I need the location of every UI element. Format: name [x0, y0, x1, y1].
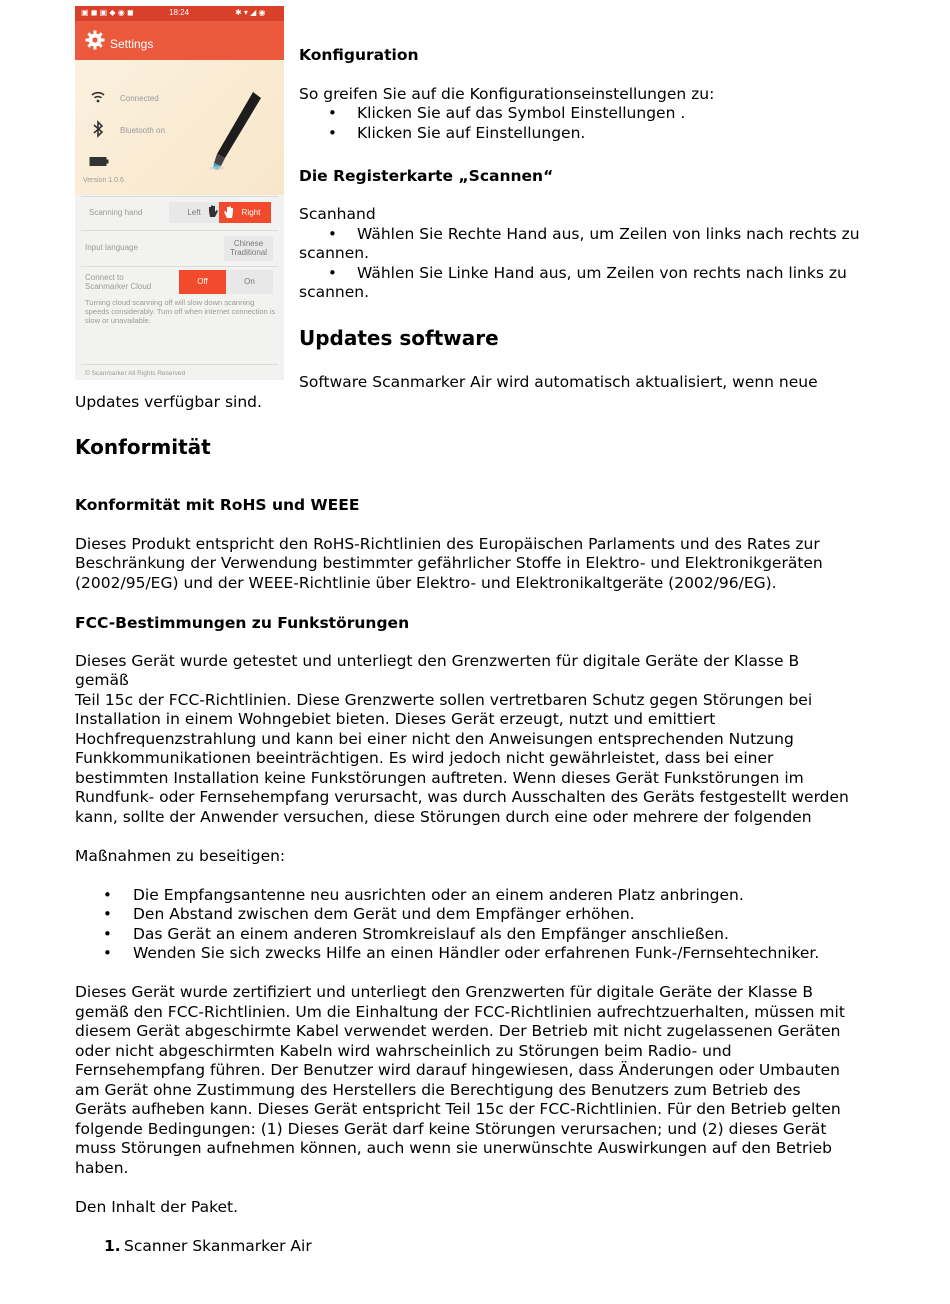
- fcc-line: Installation in einem Wohngebiet bieten. Dieses Gerät erzeugt, nutzt und emittiert: [75, 710, 716, 728]
- bullet: •: [103, 886, 112, 904]
- konfiguration-intro: So greifen Sie auf die Konfigurationseinstellungen zu:: [299, 85, 715, 103]
- fcc-line: Dieses Gerät wurde getestet und unterliegt den Grenzwerten für digitale Geräte der Klasse B: [75, 652, 800, 670]
- cert-line: muss Störungen aufnehmen können, auch wenn sie unerwünschte Auswirkungen auf den Betrieb: [75, 1139, 832, 1157]
- fcc-line: Rundfunk- oder Fernsehempfang verursacht, was durch Ausschalten des Geräts festgestellt werden: [75, 788, 849, 806]
- scanhand-right-line2: scannen.: [299, 244, 370, 262]
- rohs-line: (2002/95/EG) und der WEEE-Richtlinie über Elektro- und Elektronikaltgeräte (2002/96/EG).: [75, 574, 777, 592]
- package-item-number: 1.: [104, 1237, 121, 1255]
- cloud-on-button[interactable]: On: [226, 270, 273, 294]
- scanhand-right-line1: Wählen Sie Rechte Hand aus, um Zeilen von links nach rechts zu: [357, 225, 860, 243]
- measure-item: Den Abstand zwischen dem Gerät und dem Empfänger erhöhen.: [133, 905, 635, 923]
- scanner-pen-image: [203, 88, 271, 174]
- cert-line: haben.: [75, 1159, 129, 1177]
- right-hand-button[interactable]: [219, 202, 271, 223]
- measure-item: Das Gerät an einem anderen Stromkreislauf als den Empfänger anschließen.: [133, 925, 729, 943]
- measure-item: Wenden Sie sich zwecks Hilfe an einen Händler oder erfahrenen Funk-/Fernsehtechniker.: [133, 944, 820, 962]
- fcc-line: Teil 15c der FCC-Richtlinien. Diese Grenzwerte sollen vertretbaren Schutz gegen Störungen bei: [75, 691, 813, 709]
- device-status-panel: [75, 60, 284, 195]
- konformitaet-heading: Konformität: [75, 435, 211, 459]
- input-language-label: Input language: [85, 243, 138, 252]
- cert-line: oder nicht abgeschirmten Kabeln wird wahrscheinlich zu Störungen beim Radio- und: [75, 1042, 732, 1060]
- wifi-icon: [91, 91, 105, 103]
- scanhand-label: Scanhand: [299, 205, 376, 223]
- cert-line: folgende Bedingungen: (1) Dieses Gerät darf keine Störungen verursachen; und (2) dieses Gerät: [75, 1120, 827, 1138]
- measures-intro: Maßnahmen zu beseitigen:: [75, 847, 286, 865]
- gear-icon[interactable]: [85, 30, 105, 50]
- bullet: •: [103, 944, 112, 962]
- fcc-line: bestimmten Installation keine Funkstörungen auftreten. Wenn dieses Gerät Funkstörungen im: [75, 769, 804, 787]
- cert-line: diesem Gerät abgeschirmte Kabel verwendet werden. Der Betrieb mit nicht zugelassenen Geräten: [75, 1022, 841, 1040]
- bluetooth-status: Bluetooth on: [120, 126, 165, 135]
- app-version: Version 1.0.6: [83, 177, 124, 184]
- divider: [81, 364, 278, 365]
- left-hand-button[interactable]: Left: [169, 202, 219, 223]
- fcc-line: gemäß: [75, 671, 129, 689]
- cloud-off-button[interactable]: Off: [179, 270, 226, 294]
- cert-line: Fernsehempfang führen. Der Benutzer wird darauf hingewiesen, dass Änderungen oder Umbauten: [75, 1061, 840, 1079]
- signal-battery-icons: ✱ ▾ ◢ ◉: [235, 8, 266, 17]
- scannen-heading: Die Registerkarte „Scannen“: [299, 167, 554, 185]
- measure-item: Die Empfangsantenne neu ausrichten oder an einem anderen Platz anbringen.: [133, 886, 744, 904]
- connected-status: Connected: [120, 94, 159, 103]
- right-hand-label: Right: [241, 208, 261, 217]
- scanhand-left-line1: Wählen Sie Linke Hand aus, um Zeilen von rechts nach links zu: [357, 264, 847, 282]
- bullet: •: [328, 264, 337, 282]
- cert-line: gemäß den FCC-Richtlinien. Um die Einhaltung der FCC-Richtlinien aufrechtzuerhalten, müssen mit: [75, 1003, 845, 1021]
- bullet: •: [328, 124, 337, 142]
- settings-screenshot: [75, 6, 284, 380]
- package-item: Scanner Skanmarker Air: [124, 1237, 312, 1255]
- bullet: •: [103, 925, 112, 943]
- rohs-line: Beschränkung der Verwendung bestimmter gefährlicher Stoffe in Elektro- und Elektronikgeräten: [75, 554, 823, 572]
- cert-line: Dieses Gerät wurde zertifiziert und unterliegt den Grenzwerten für digitale Geräte der Klasse B: [75, 983, 813, 1001]
- rohs-heading: Konformität mit RoHS und WEEE: [75, 496, 360, 514]
- language-select[interactable]: [224, 236, 273, 261]
- package-intro: Den Inhalt der Paket.: [75, 1198, 239, 1216]
- bullet: •: [328, 225, 337, 243]
- scanhand-left-line2: scannen.: [299, 283, 370, 301]
- language-line-2: Traditional: [229, 248, 268, 257]
- fcc-heading: FCC-Bestimmungen zu Funkstörungen: [75, 614, 410, 632]
- notification-icons: ▣ ◼ ▣ ◆ ◉ ◼: [81, 8, 134, 17]
- updates-line1: Software Scanmarker Air wird automatisch aktualisiert, wenn neue: [299, 373, 818, 391]
- cert-line: am Gerät ohne Zustimmung des Herstellers die Berechtigung des Benutzers zum Betrieb des: [75, 1081, 801, 1099]
- scanning-hand-label: Scanning hand: [89, 208, 143, 217]
- divider: [81, 266, 278, 267]
- fcc-line: Funkkommunikationen beeinträchtigen. Es wird jedoch nicht gewährleistet, dass bei einer: [75, 749, 774, 767]
- cloud-note: Turning cloud scanning off will slow down scanning speeds considerably. Turn off when internet connection is slow or unavailable.: [85, 298, 276, 325]
- settings-title: Settings: [110, 37, 154, 51]
- settings-app-bar: [75, 21, 284, 60]
- status-time: 18:24: [169, 8, 190, 17]
- bullet: •: [103, 905, 112, 923]
- konfiguration-step-2: Klicken Sie auf Einstellungen.: [357, 124, 586, 142]
- copyright-footer: © Scanmarker All Rights Reserved: [85, 370, 186, 377]
- language-line-1: Chinese: [233, 239, 264, 248]
- fcc-line: Hochfrequenzstrahlung und kann bei einer nicht den Anweisungen entsprechenden Nutzung: [75, 730, 794, 748]
- updates-heading: Updates software: [299, 326, 499, 350]
- bullet: •: [328, 104, 337, 122]
- cert-line: Geräts aufheben kann. Dieses Gerät entspricht Teil 15c der FCC-Richtlinien. Für den Betrieb gelten: [75, 1100, 841, 1118]
- konfiguration-step-1: Klicken Sie auf das Symbol Einstellungen .: [357, 104, 686, 122]
- divider: [81, 230, 278, 231]
- divider: [81, 196, 278, 197]
- konfiguration-heading: Konfiguration: [299, 46, 419, 64]
- fcc-line: kann, sollte der Anwender versuchen, diese Störungen durch eine oder mehrere der folgenden: [75, 808, 812, 826]
- right-hand-icon: [223, 205, 235, 221]
- phone-status-bar: [75, 6, 284, 21]
- battery-icon: [89, 156, 109, 167]
- cloud-label-line1: Connect to: [85, 273, 124, 282]
- updates-line2: Updates verfügbar sind.: [75, 393, 262, 411]
- rohs-line: Dieses Produkt entspricht den RoHS-Richtlinien des Europäischen Parlaments und des Rates zur: [75, 535, 820, 553]
- cloud-label-line2: Scanmarker Cloud: [85, 282, 152, 291]
- bluetooth-icon: [92, 120, 104, 138]
- left-hand-icon: [207, 204, 219, 220]
